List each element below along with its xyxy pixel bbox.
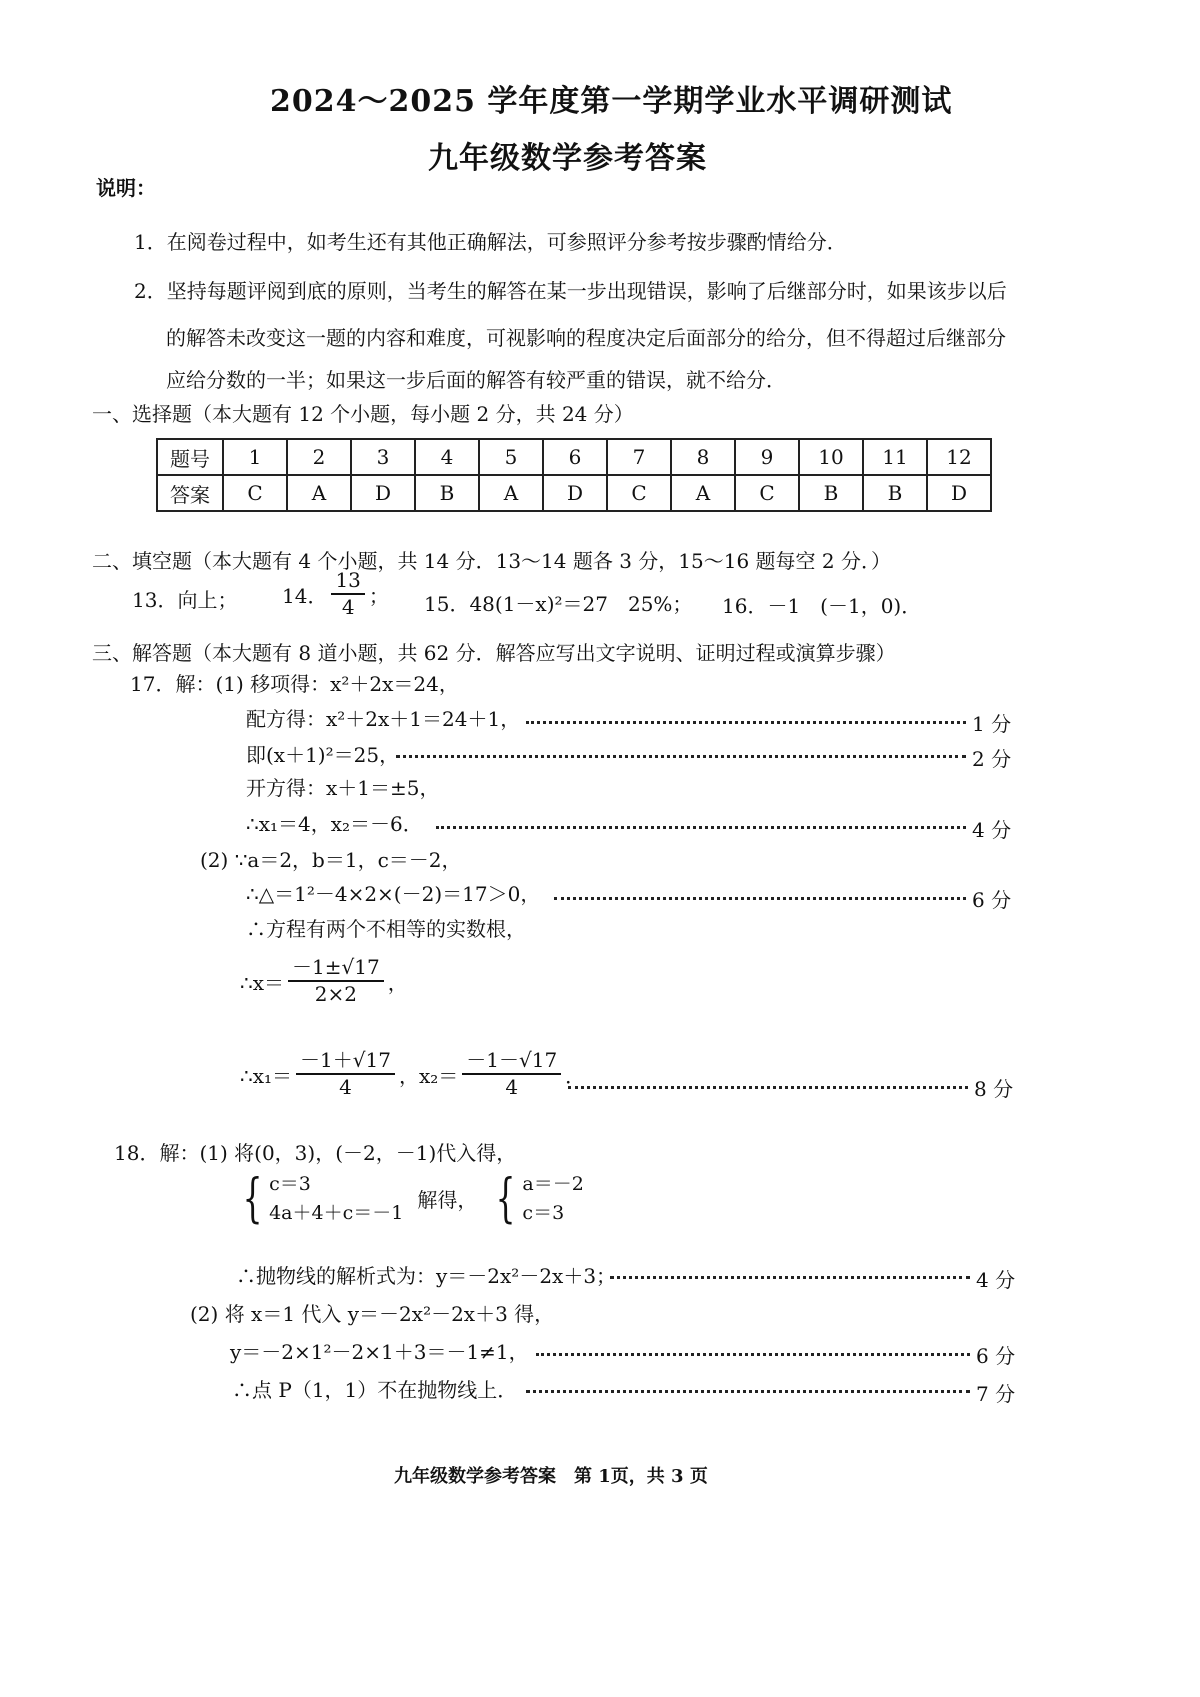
q18-line-5: y＝－2×1²－2×1＋3＝－1≠1， [230, 1340, 529, 1364]
q17-line-1: 17．解：(1) 移项得：x²＋2x＝24， [130, 672, 459, 696]
dot-leader [536, 1353, 970, 1356]
answer-cell: A [287, 475, 351, 511]
q17-line-5: ∴x₁＝4，x₂＝－6． [246, 812, 423, 836]
question-number-cell: 10 [799, 439, 863, 475]
dot-leader [436, 826, 966, 829]
answer-16: 16．－1 (－1，0)． [722, 594, 922, 618]
q17-root-1-fraction [296, 1048, 395, 1100]
q18-equation-system [236, 1170, 584, 1227]
dot-leader [610, 1276, 970, 1279]
answer-cell: C [735, 475, 799, 511]
table-header-cell: 题号 [157, 439, 223, 475]
dot-leader [526, 1390, 970, 1393]
question-number-cell: 3 [351, 439, 415, 475]
answer-cell: C [223, 475, 287, 511]
q17-line-7: ∴△＝1²－4×2×(－2)＝17＞0， [246, 882, 541, 906]
note-item-2-line-1: 2．坚持每题评阅到底的原则，当考生的解答在某一步出现错误，影响了后继部分时，如果该步以后 [134, 279, 1007, 303]
q18-line-3: ∴抛物线的解析式为：y＝－2x²－2x＋3； [236, 1264, 617, 1288]
score-mark: 4 分 [972, 818, 1012, 842]
answer-cell: B [863, 475, 927, 511]
answer-cell: B [415, 475, 479, 511]
q17-line-4: 开方得：x＋1＝±5， [246, 776, 440, 800]
score-mark: 2 分 [972, 747, 1012, 771]
dot-leader [396, 755, 966, 758]
answer-cell: C [607, 475, 671, 511]
fraction-denominator: 2×2 [314, 982, 357, 1006]
left-brace-icon: { [495, 1168, 516, 1229]
section1-heading: 一、选择题（本大题有 12 个小题，每小题 2 分，共 24 分） [92, 402, 634, 426]
system-solution [522, 1170, 583, 1227]
question-number-cell: 6 [543, 439, 607, 475]
question-number-cell: 11 [863, 439, 927, 475]
score-mark: 8 分 [974, 1077, 1014, 1101]
dot-leader [554, 897, 966, 900]
fraction-numerator: －1±√17 [288, 955, 384, 982]
fraction-numerator: －1－√17 [462, 1048, 561, 1075]
q17-line-10 [240, 1048, 585, 1100]
score-mark: 6 分 [972, 888, 1012, 912]
answer-cell: D [927, 475, 991, 511]
answer-cell: A [479, 475, 543, 511]
q17-line-6: (2) ∵a＝2，b＝1，c＝－2， [200, 848, 462, 872]
answer-table-number-row [157, 439, 991, 475]
q17-root-2-fraction [462, 1048, 561, 1100]
question-number-cell: 5 [479, 439, 543, 475]
equation: c＝3 [269, 1173, 311, 1195]
equation: a＝－2 [522, 1173, 584, 1195]
fraction-numerator: 13 [331, 568, 364, 595]
question-number-cell: 2 [287, 439, 351, 475]
answer-15: 15．48(1－x)²＝27 25%； [424, 592, 693, 616]
fraction-numerator: －1＋√17 [296, 1048, 395, 1075]
answer-cell: D [543, 475, 607, 511]
question-number-cell: 8 [671, 439, 735, 475]
q17-line-10-mid: ，x₂＝ [398, 1063, 459, 1088]
answer-14-fraction [331, 568, 364, 620]
dot-leader [568, 1086, 968, 1089]
page-footer: 九年级数学参考答案 第 1页，共 3 页 [394, 1466, 708, 1487]
answer-14-label: 14． [282, 583, 328, 608]
q17-root-fraction [288, 955, 384, 1007]
q17-line-9-tail: ， [387, 970, 408, 995]
dot-leader [526, 721, 966, 724]
fraction-denominator: 4 [339, 1075, 352, 1099]
page-subtitle: 九年级数学参考答案 [428, 141, 707, 176]
left-brace-icon: { [242, 1168, 263, 1229]
answer-table [156, 438, 992, 512]
answer-cell: B [799, 475, 863, 511]
system-of-equations [269, 1170, 403, 1227]
notes-label: 说明： [96, 176, 156, 200]
q17-line-9 [240, 955, 408, 1007]
fraction-denominator: 4 [341, 595, 355, 619]
note-item-2-line-2: 的解答未改变这一题的内容和难度，可视影响的程度决定后面部分的给分，但不得超过后继部分 [166, 326, 1006, 350]
q17-line-8: ∴方程有两个不相等的实数根， [246, 917, 526, 941]
q17-line-3: 即(x＋1)²＝25， [246, 743, 400, 767]
question-number-cell: 12 [927, 439, 991, 475]
score-mark: 7 分 [976, 1382, 1016, 1406]
answer-14 [282, 568, 389, 620]
page-title: 2024～2025 学年度第一学期学业水平调研测试 [270, 84, 953, 119]
equation: 4a＋4＋c＝－1 [269, 1201, 404, 1224]
q18-line-4: (2) 将 x＝1 代入 y＝－2x²－2x＋3 得， [190, 1302, 555, 1326]
answer-cell: A [671, 475, 735, 511]
note-item-1: 1．在阅卷过程中，如考生还有其他正确解法，可参照评分参考按步骤酌情给分． [134, 230, 847, 254]
answer-table-answer-row [157, 475, 991, 511]
question-number-cell: 4 [415, 439, 479, 475]
answer-cell: D [351, 475, 415, 511]
score-mark: 4 分 [976, 1268, 1016, 1292]
equation: c＝3 [522, 1201, 565, 1224]
answer-13: 13．向上； [132, 588, 238, 612]
table-header-cell: 答案 [157, 475, 223, 511]
question-number-cell: 7 [607, 439, 671, 475]
q18-line-6: ∴点 P（1，1）不在抛物线上． [232, 1378, 518, 1402]
q18-line-1: 18．解：(1) 将(0，3)，(－2，－1)代入得， [114, 1141, 517, 1165]
answer-14-tail: ； [368, 583, 389, 608]
fraction-denominator: 4 [505, 1075, 519, 1099]
q17-line-2: 配方得：x²＋2x＋1＝24＋1， [246, 707, 521, 731]
section2-heading: 二、填空题（本大题有 4 个小题，共 14 分．13～14 题各 3 分，15～16 题每空 2 分．） [92, 549, 891, 573]
question-number-cell: 1 [223, 439, 287, 475]
score-mark: 1 分 [972, 712, 1012, 736]
q17-line-9-prefix: ∴x＝ [240, 970, 285, 995]
question-number-cell: 9 [735, 439, 799, 475]
note-item-2-line-3: 应给分数的一半；如果这一步后面的解答有较严重的错误，就不给分． [166, 368, 786, 392]
section3-heading: 三、解答题（本大题有 8 道小题，共 62 分．解答应写出文字说明、证明过程或演算步骤） [92, 641, 896, 665]
solve-label: 解得， [417, 1188, 478, 1212]
score-mark: 6 分 [976, 1344, 1016, 1368]
q17-line-10-tail: ． [565, 1063, 586, 1088]
q17-line-10-prefix: ∴x₁＝ [240, 1063, 293, 1088]
